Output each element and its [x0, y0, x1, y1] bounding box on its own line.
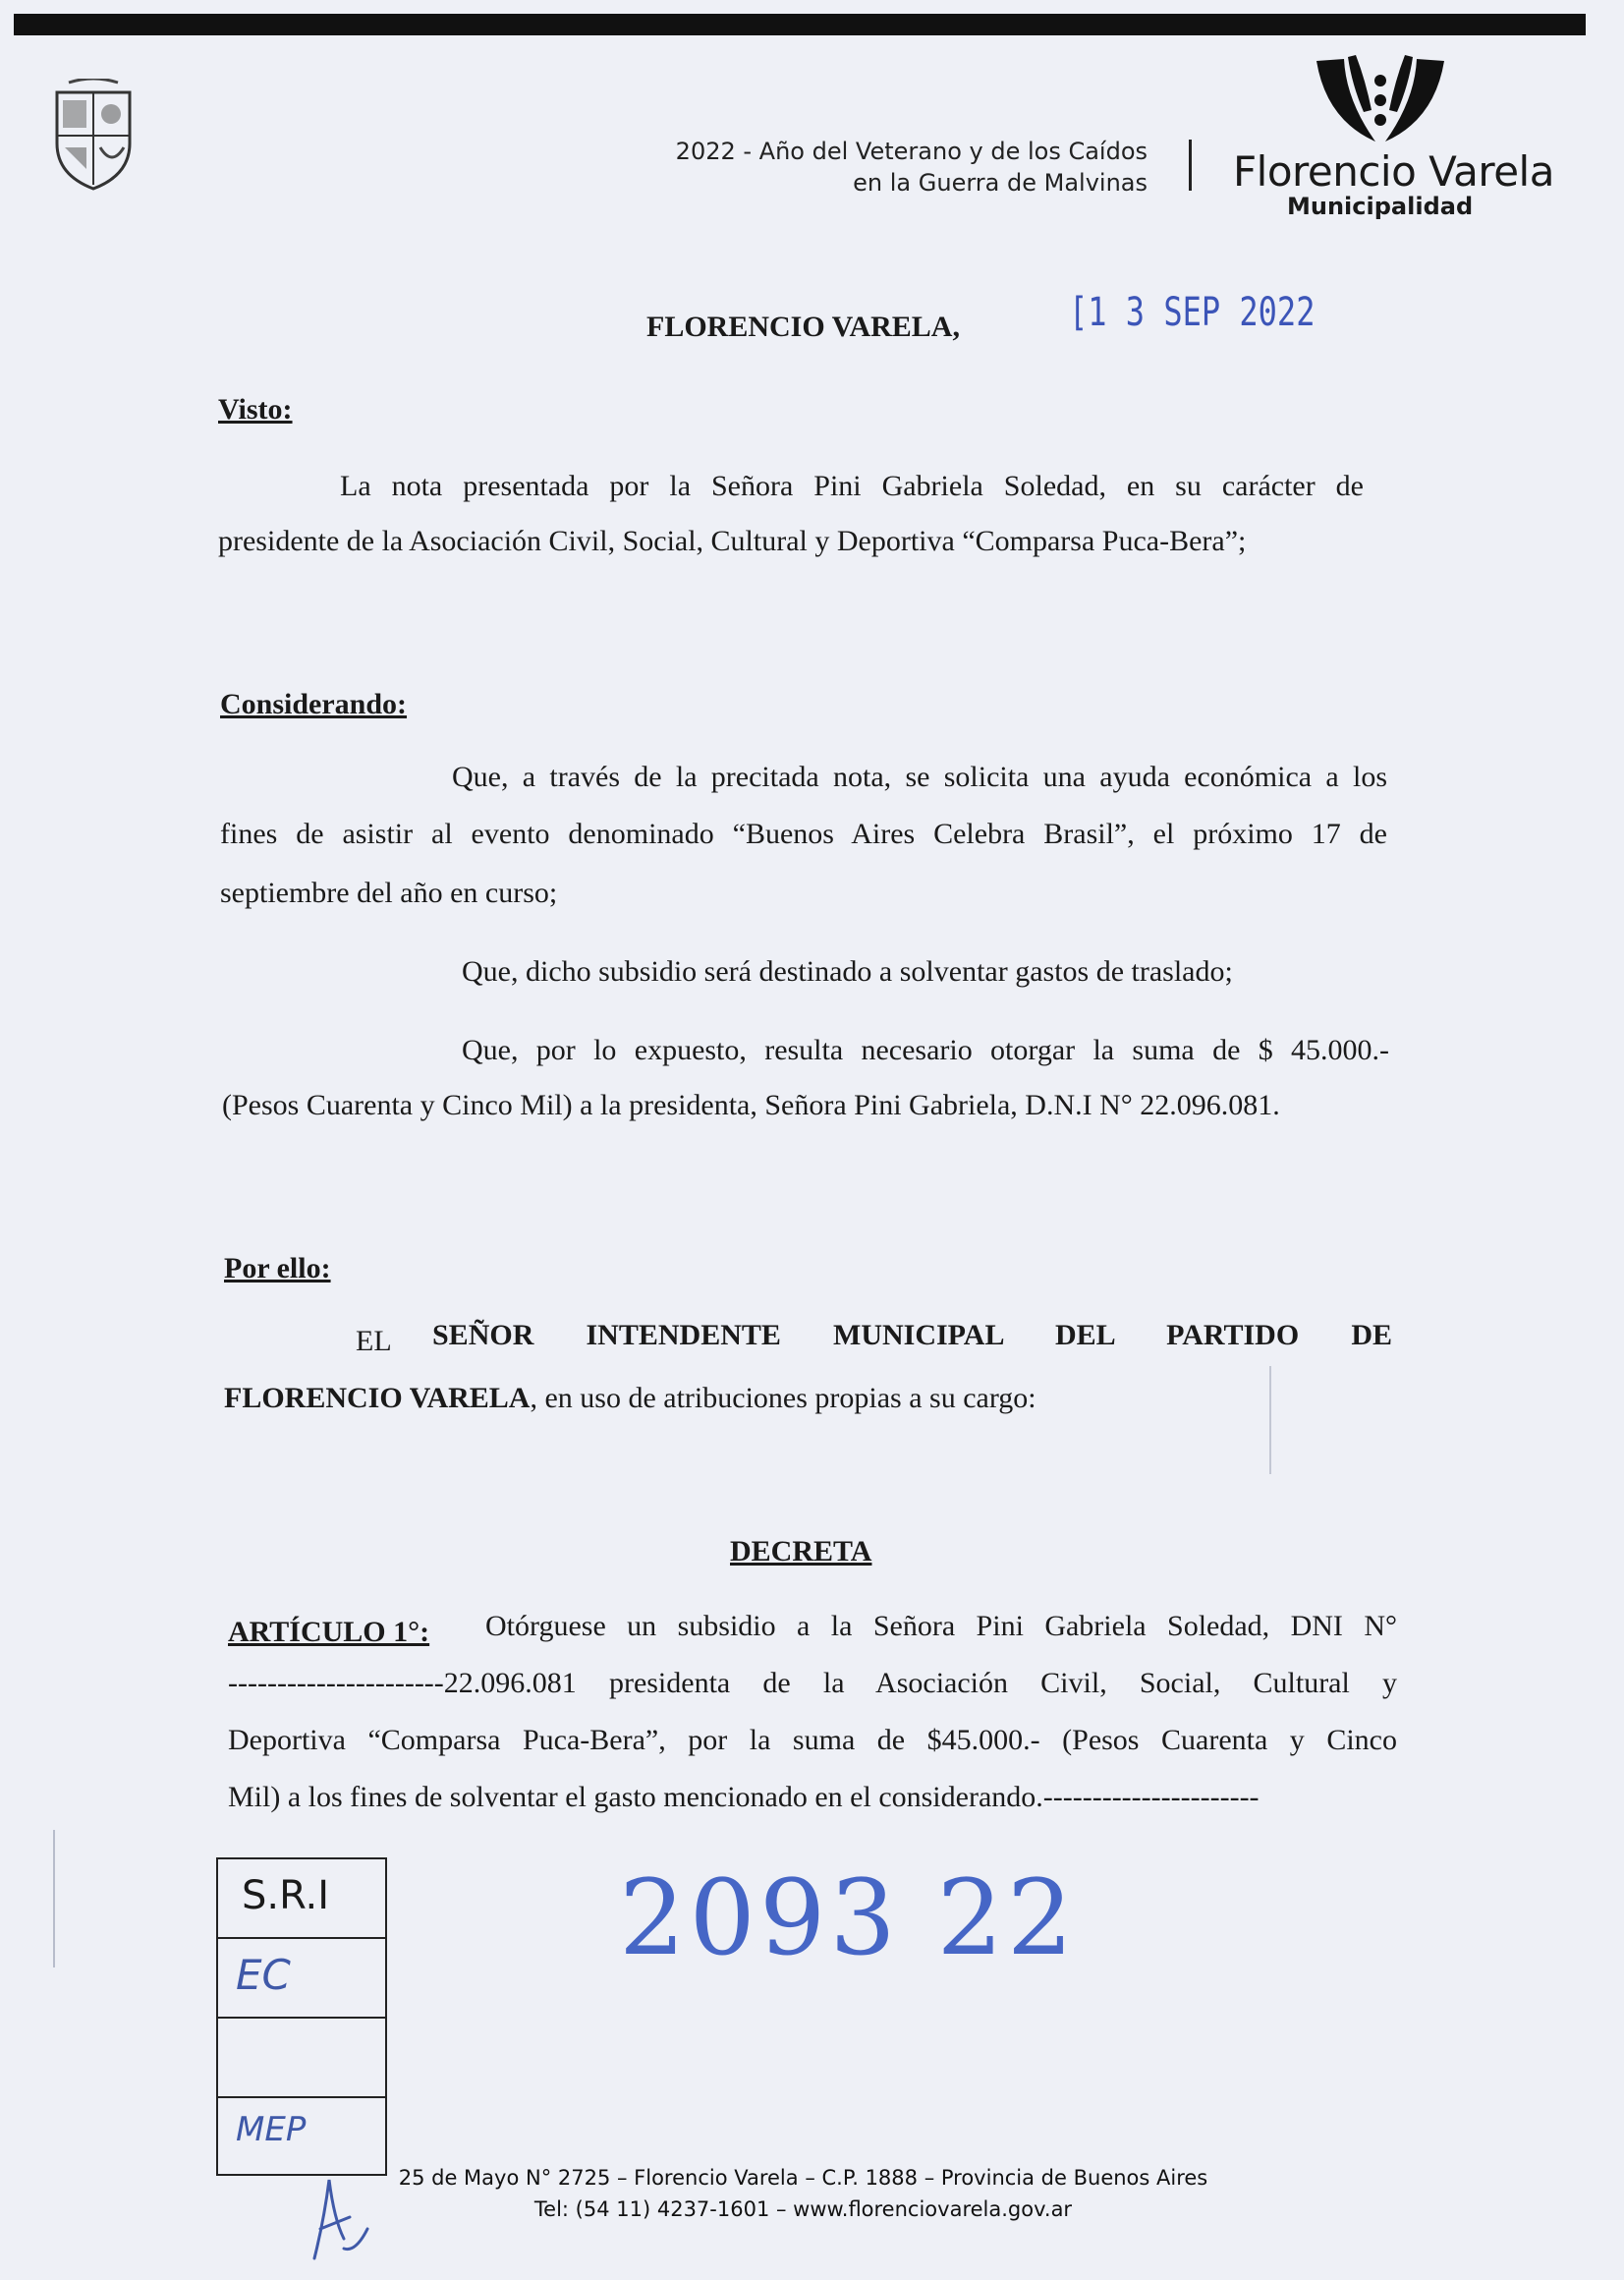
articulo-1-label: ARTÍCULO 1°: [228, 1616, 430, 1648]
sri-label: S.R.I [242, 1873, 329, 1918]
considerando-p1-line-2: fines de asistir al evento denominado “Buenos Aires Celebra Brasil”, el próximo 17 de [220, 818, 1387, 850]
sri-box [216, 1857, 387, 2176]
motto-line-2: en la Guerra de Malvinas [853, 169, 1148, 197]
considerando-p3-line-2: (Pesos Cuarenta y Cinco Mil) a la presidenta, Señora Pini Gabriela, D.N.I N° 22.096.081. [222, 1089, 1280, 1121]
por-ello-intendente: SEÑOR INTENDENTE MUNICIPAL DEL PARTIDO DE [432, 1319, 1392, 1351]
decreta-heading: DECRETA [730, 1535, 872, 1568]
por-ello-florencio-varela: FLORENCIO VARELA [224, 1382, 531, 1414]
considerando-p1-line-1: Que, a través de la precitada nota, se solicita una ayuda económica a los [452, 761, 1387, 793]
header-motto [550, 136, 1148, 199]
footer-address: 25 de Mayo N° 2725 – Florencio Varela – C.P. 1888 – Provincia de Buenos Aires [398, 2166, 1208, 2190]
visto-heading: Visto: [218, 393, 293, 426]
brand-subtitle: Municipalidad [1287, 193, 1474, 220]
date-stamp: [1 3 SEP 2022 [1069, 290, 1316, 335]
top-black-bar [14, 14, 1586, 35]
brand-name: Florencio Varela [1233, 147, 1554, 196]
considerando-p3-line-1: Que, por lo expuesto, resulta necesario otorgar la suma de $ 45.000.- [462, 1034, 1389, 1066]
articulo-1-line-2: ----------------------22.096.081 presidenta de la Asociación Civil, Social, Cultural y [228, 1667, 1397, 1699]
coat-of-arms-icon [49, 79, 138, 195]
articulo-1-line-4: Mil) a los fines de solventar el gasto mencionado en el considerando.---------------------- [228, 1781, 1260, 1813]
decree-number-stamp: 2093 22 [619, 1857, 1078, 1978]
footer [295, 2162, 1312, 2225]
considerando-p1-line-3: septiembre del año en curso; [220, 877, 558, 909]
por-ello-line-2 [224, 1382, 1036, 1415]
visto-line-2: presidente de la Asociación Civil, Social, Cultural y Deportiva “Comparsa Puca-Bera”; [218, 525, 1247, 557]
margin-mark [53, 1830, 55, 1967]
place-line: FLORENCIO VARELA, [646, 311, 960, 343]
footer-contact: Tel: (54 11) 4237-1601 – www.florenciovarela.gov.ar [533, 2197, 1073, 2221]
por-ello-el: EL [356, 1325, 392, 1357]
articulo-1-line-3: Deportiva “Comparsa Puca-Bera”, por la suma de $45.000.- (Pesos Cuarenta y Cinco [228, 1724, 1397, 1756]
articulo-1-line-1: Otórguese un subsidio a la Señora Pini Gabriela Soledad, DNI N° [485, 1610, 1397, 1642]
por-ello-heading: Por ello: [224, 1252, 331, 1284]
por-ello-line-2-rest: , en uso de atribuciones propias a su cargo: [530, 1382, 1036, 1414]
considerando-heading: Considerando: [220, 688, 408, 720]
considerando-p2: Que, dicho subsidio será destinado a solventar gastos de traslado; [462, 955, 1233, 988]
sri-initials-ec: EC [236, 1951, 291, 1999]
florencio-varela-logo-icon [1307, 51, 1454, 149]
sri-initials-mep: MEP [236, 2110, 307, 2149]
header-divider [1189, 140, 1192, 191]
margin-mark [1269, 1366, 1271, 1474]
visto-line-1: La nota presentada por la Señora Pini Gabriela Soledad, en su carácter de [340, 470, 1364, 502]
motto-line-1: 2022 - Año del Veterano y de los Caídos [675, 138, 1148, 165]
